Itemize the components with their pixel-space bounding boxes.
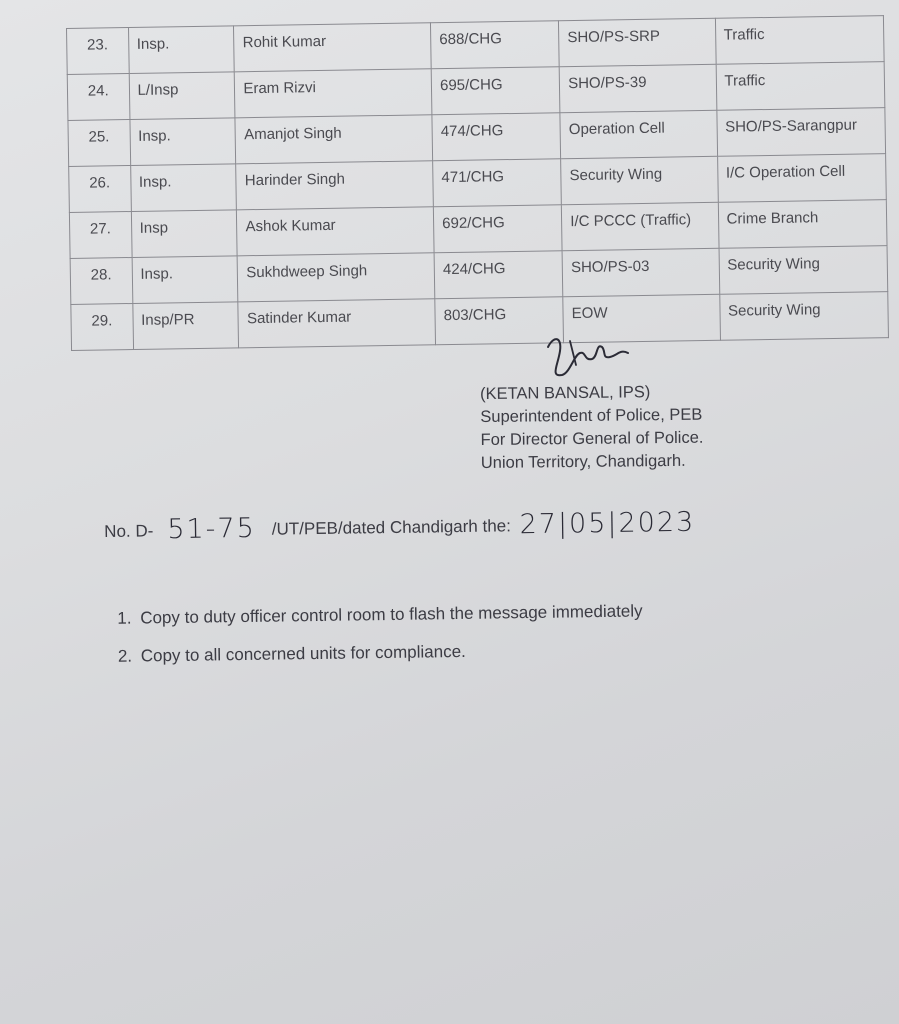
number-cell: 688/CHG	[431, 21, 560, 69]
reference-number: 51-75	[167, 512, 257, 546]
name-cell: Harinder Singh	[236, 161, 433, 210]
name-cell: Eram Rizvi	[235, 69, 432, 118]
signatory-location: Union Territory, Chandigarh.	[480, 451, 686, 472]
reference-line	[104, 505, 804, 546]
serial-cell: 29.	[71, 303, 133, 350]
copy-list	[100, 592, 643, 676]
number-cell: 424/CHG	[434, 251, 563, 299]
from-posting-cell: I/C PCCC (Traffic)	[562, 202, 719, 250]
serial-cell: 25.	[68, 120, 130, 167]
to-posting-cell: Security Wing	[719, 292, 888, 341]
rank-cell: Insp.	[128, 26, 235, 74]
serial-cell: 24.	[67, 74, 129, 121]
rank-cell: Insp.	[129, 118, 236, 166]
transfer-table-body	[67, 16, 889, 351]
number-cell: 695/CHG	[431, 67, 560, 115]
handwritten-signature	[540, 325, 640, 385]
from-posting-cell: SHO/PS-SRP	[559, 18, 716, 66]
serial-cell: 23.	[67, 28, 129, 75]
to-posting-cell: I/C Operation Cell	[717, 154, 886, 203]
reference-middle: /UT/PEB/dated Chandigarh the:	[271, 516, 512, 539]
from-posting-cell: SHO/PS-03	[562, 248, 719, 296]
serial-cell: 26.	[69, 166, 131, 213]
name-cell: Satinder Kumar	[238, 299, 435, 348]
from-posting-cell: Operation Cell	[560, 110, 717, 158]
to-posting-cell: Traffic	[716, 62, 885, 111]
to-posting-cell: Crime Branch	[718, 200, 887, 249]
serial-cell: 28.	[70, 257, 132, 304]
rank-cell: Insp.	[130, 164, 237, 212]
signatory-designation: Superintendent of Police, PEB	[480, 405, 703, 426]
serial-cell: 27.	[69, 212, 131, 259]
name-cell: Ashok Kumar	[237, 207, 434, 256]
to-posting-cell: Traffic	[715, 16, 884, 65]
copy-item: 2. Copy to all concerned units for compliance.	[137, 630, 644, 675]
name-cell: Sukhdweep Singh	[238, 253, 435, 302]
number-cell: 474/CHG	[432, 113, 561, 161]
number-cell: 692/CHG	[433, 205, 562, 253]
number-cell: 471/CHG	[433, 159, 562, 207]
name-cell: Rohit Kumar	[234, 23, 431, 72]
name-cell: Amanjot Singh	[235, 115, 432, 164]
signatory-details	[480, 380, 801, 475]
rank-cell: L/Insp	[129, 72, 236, 120]
from-posting-cell: SHO/PS-39	[559, 64, 716, 112]
copy-item: 1. Copy to duty officer control room to flash the message immediately	[136, 592, 643, 637]
from-posting-cell: Security Wing	[561, 156, 718, 204]
rank-cell: Insp.	[132, 256, 239, 304]
number-cell: 803/CHG	[435, 297, 564, 345]
rank-cell: Insp/PR	[132, 302, 239, 350]
transfer-table	[66, 15, 889, 351]
reference-prefix: No. D-	[104, 521, 154, 541]
signatory-name: (KETAN BANSAL, IPS)	[480, 383, 651, 403]
reference-date: 27|05|2023	[519, 506, 696, 541]
to-posting-cell: Security Wing	[719, 246, 888, 295]
from-posting-cell: EOW	[563, 294, 720, 342]
signatory-for-line: For Director General of Police.	[480, 428, 704, 449]
rank-cell: Insp	[131, 210, 238, 258]
to-posting-cell: SHO/PS-Sarangpur	[716, 108, 885, 157]
